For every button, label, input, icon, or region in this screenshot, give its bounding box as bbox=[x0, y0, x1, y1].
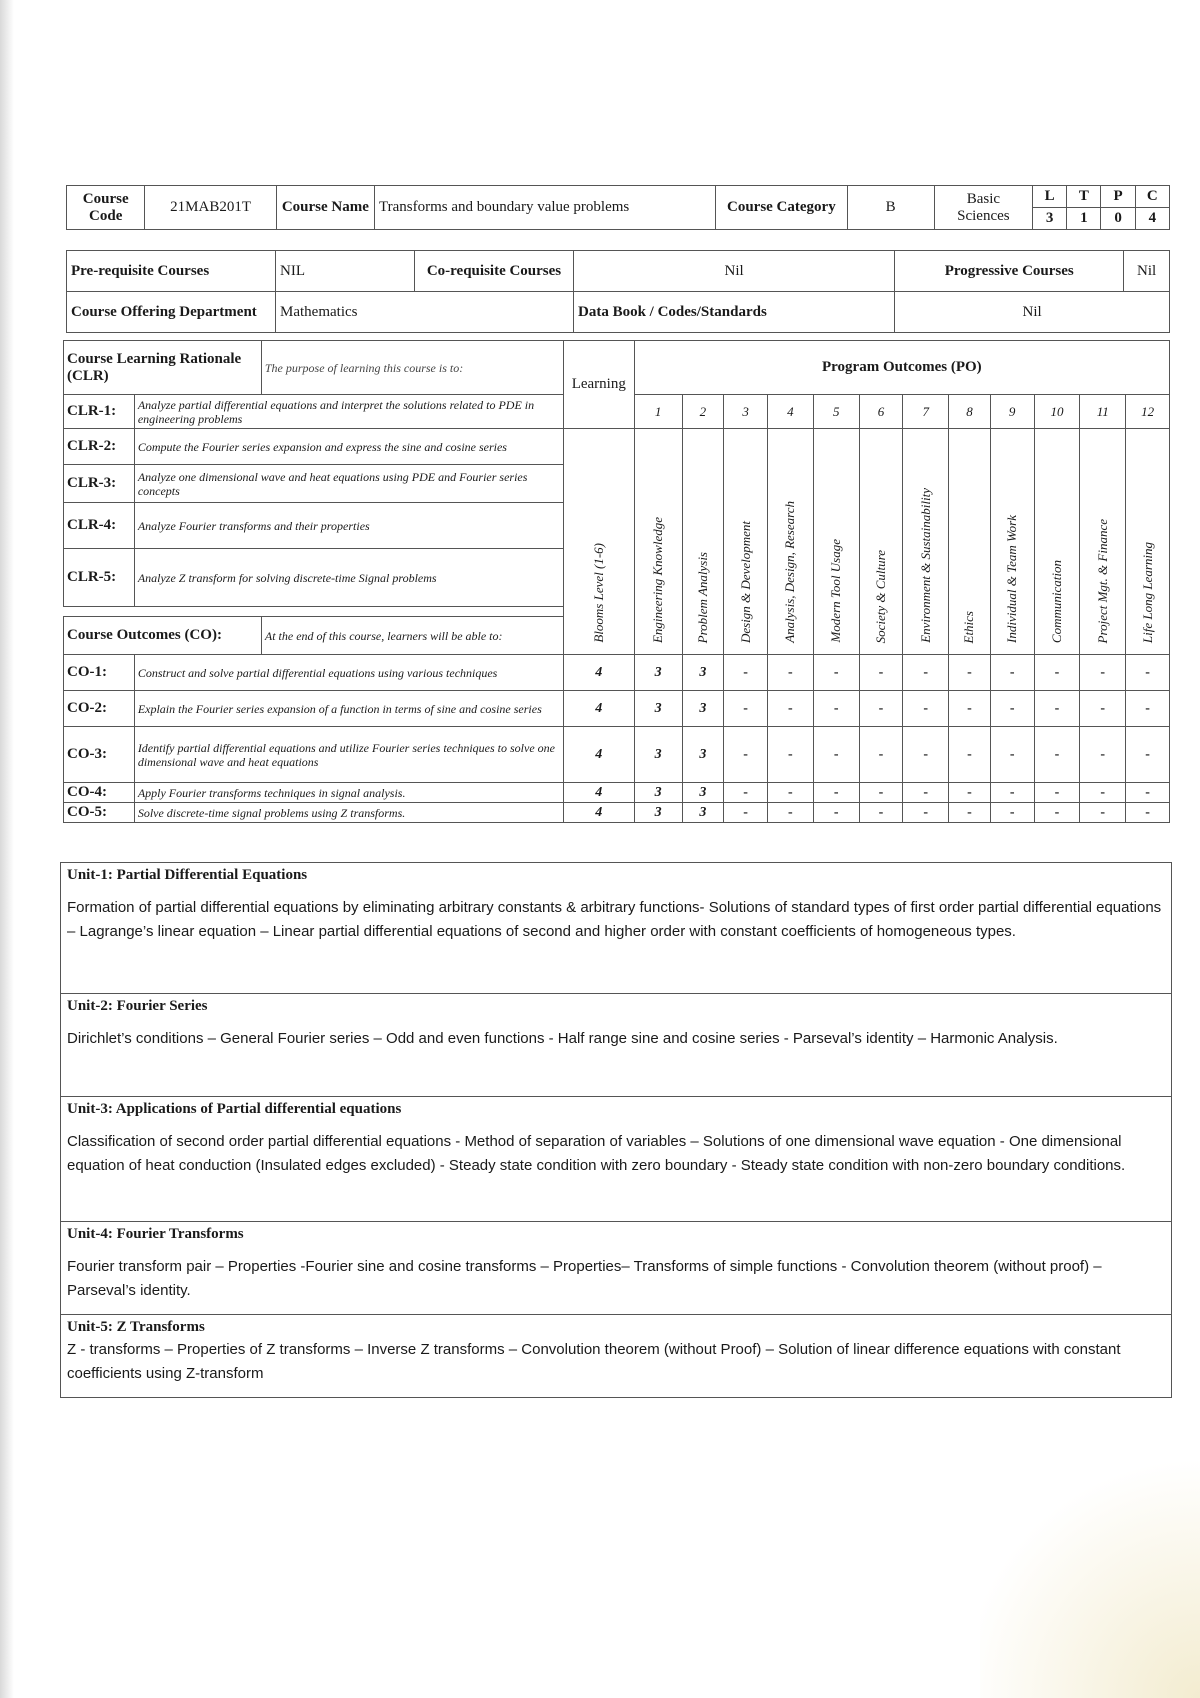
co-2-bloom: 4 bbox=[563, 691, 634, 727]
co-4-po-2: 3 bbox=[682, 783, 724, 803]
co-3-po-8: - bbox=[949, 727, 991, 783]
po-number-6: 6 bbox=[859, 395, 903, 429]
co-1-id: CO-1: bbox=[64, 655, 135, 691]
co-row bbox=[64, 691, 1170, 727]
po-name-cell-7 bbox=[903, 429, 949, 655]
co-row bbox=[64, 803, 1170, 823]
po-name-cell-3 bbox=[724, 429, 768, 655]
po-name-cell-8 bbox=[949, 429, 991, 655]
co-2-po-6: - bbox=[859, 691, 903, 727]
co-3-po-10: - bbox=[1034, 727, 1080, 783]
co-1-bloom: 4 bbox=[563, 655, 634, 691]
unit-4-body: Fourier transform pair – Properties -Fourier sine and cosine transforms – Properties– Transforms of simple functions - Convolution theorem (without proof) – Parseval’s identity. bbox=[67, 1258, 1102, 1299]
po-name-cell-11 bbox=[1080, 429, 1126, 655]
co-3-po-5: - bbox=[813, 727, 859, 783]
co-row bbox=[64, 727, 1170, 783]
outcomes-table bbox=[63, 340, 1170, 823]
po-name-6: Society & Culture bbox=[872, 549, 888, 643]
co-3-po-1: 3 bbox=[634, 727, 682, 783]
co-1-po-1: 3 bbox=[634, 655, 682, 691]
scan-edge-shadow bbox=[0, 0, 14, 1698]
co-5-id: CO-5: bbox=[64, 803, 135, 823]
co-3-po-2: 3 bbox=[682, 727, 724, 783]
clr-1-id: CLR-1: bbox=[64, 395, 135, 429]
po-title: Program Outcomes (PO) bbox=[634, 341, 1169, 395]
po-number-3: 3 bbox=[724, 395, 768, 429]
po-name-cell-2 bbox=[682, 429, 724, 655]
co-5-po-5: - bbox=[813, 803, 859, 823]
co-2-po-1: 3 bbox=[634, 691, 682, 727]
po-name-cell-1 bbox=[634, 429, 682, 655]
po-name-2: Problem Analysis bbox=[694, 551, 710, 643]
progressive-label: Progressive Courses bbox=[895, 251, 1124, 292]
co-1-po-3: - bbox=[724, 655, 768, 691]
unit-2 bbox=[61, 994, 1171, 1097]
po-number-2: 2 bbox=[682, 395, 724, 429]
databook-label: Data Book / Codes/Standards bbox=[574, 292, 895, 333]
co-3-po-11: - bbox=[1080, 727, 1126, 783]
co-5-bloom: 4 bbox=[563, 803, 634, 823]
co-3-po-9: - bbox=[990, 727, 1034, 783]
prereq-label: Pre-requisite Courses bbox=[67, 251, 276, 292]
co-5-text: Solve discrete-time signal problems using Z transforms. bbox=[134, 803, 563, 823]
course-name: Transforms and boundary value problems bbox=[375, 186, 716, 230]
co-intro: At the end of this course, learners will be able to: bbox=[261, 617, 563, 655]
clr-5-text: Analyze Z transform for solving discrete-time Signal problems bbox=[134, 549, 563, 607]
co-5-po-10: - bbox=[1034, 803, 1080, 823]
co-2-po-2: 3 bbox=[682, 691, 724, 727]
co-2-po-10: - bbox=[1034, 691, 1080, 727]
po-name-cell-6 bbox=[859, 429, 903, 655]
po-number-4: 4 bbox=[767, 395, 813, 429]
course-category: B bbox=[847, 186, 934, 230]
co-2-po-4: - bbox=[767, 691, 813, 727]
co-5-po-3: - bbox=[724, 803, 768, 823]
po-number-8: 8 bbox=[949, 395, 991, 429]
ltpc-header-c: C bbox=[1135, 186, 1169, 208]
co-2-po-7: - bbox=[903, 691, 949, 727]
co-2-text: Explain the Fourier series expansion of a function in terms of sine and cosine series bbox=[134, 691, 563, 727]
coreq-value: Nil bbox=[574, 251, 895, 292]
po-name-10: Communication bbox=[1048, 559, 1064, 643]
clr-4-text: Analyze Fourier transforms and their properties bbox=[134, 503, 563, 549]
co-5-po-1: 3 bbox=[634, 803, 682, 823]
po-number-10: 10 bbox=[1034, 395, 1080, 429]
co-2-po-12: - bbox=[1126, 691, 1170, 727]
co-1-po-5: - bbox=[813, 655, 859, 691]
po-name-1: Engineering Knowledge bbox=[650, 516, 666, 643]
co-3-bloom: 4 bbox=[563, 727, 634, 783]
co-3-po-7: - bbox=[903, 727, 949, 783]
co-title: Course Outcomes (CO): bbox=[64, 617, 262, 655]
co-4-po-3: - bbox=[724, 783, 768, 803]
unit-5-body: Z - transforms – Properties of Z transforms – Inverse Z transforms – Convolution theorem (without Proof) – Solution of linear difference equations with constant coefficients using Z-transform bbox=[67, 1341, 1121, 1382]
co-1-text: Construct and solve partial differential equations using various techniques bbox=[134, 655, 563, 691]
po-name-cell-4 bbox=[767, 429, 813, 655]
co-4-bloom: 4 bbox=[563, 783, 634, 803]
co-4-po-10: - bbox=[1034, 783, 1080, 803]
co-2-po-5: - bbox=[813, 691, 859, 727]
unit-1-body: Formation of partial differential equations by eliminating arbitrary constants & arbitrary functions- Solutions of standard types of first order partial differential equations – Lagrange’s linear equation – Linear partial differential equations of second and higher order with constant coefficients of homogeneous types. bbox=[67, 899, 1162, 940]
co-4-po-6: - bbox=[859, 783, 903, 803]
ltpc-header-p: P bbox=[1101, 186, 1135, 208]
co-4-po-8: - bbox=[949, 783, 991, 803]
co-5-po-7: - bbox=[903, 803, 949, 823]
clr-3-text: Analyze one dimensional wave and heat equations using PDE and Fourier series concepts bbox=[134, 465, 563, 503]
co-3-po-4: - bbox=[767, 727, 813, 783]
po-name-cell-10 bbox=[1034, 429, 1080, 655]
co-5-po-8: - bbox=[949, 803, 991, 823]
prereq-value: NIL bbox=[276, 251, 415, 292]
co-1-po-12: - bbox=[1126, 655, 1170, 691]
unit-3-body: Classification of second order partial differential equations - Method of separation of variables – Solutions of one dimensional wave equation - One dimensional equation of heat conduction (Insulated edges excluded) - Steady state condition with zero boundary - Steady state condition with non-zero boundary conditions. bbox=[67, 1133, 1126, 1174]
co-4-po-9: - bbox=[990, 783, 1034, 803]
unit-5-title: Unit-5: Z Transforms bbox=[67, 1319, 205, 1335]
dept-label: Course Offering Department bbox=[67, 292, 276, 333]
clr-4-id: CLR-4: bbox=[64, 503, 135, 549]
blooms-level-label: Blooms Level (1-6) bbox=[590, 543, 606, 643]
po-number-12: 12 bbox=[1126, 395, 1170, 429]
ltpc-header-l: L bbox=[1033, 186, 1067, 208]
co-5-po-9: - bbox=[990, 803, 1034, 823]
po-number-7: 7 bbox=[903, 395, 949, 429]
prerequisite-table bbox=[66, 250, 1170, 333]
co-1-po-10: - bbox=[1034, 655, 1080, 691]
blooms-level-header bbox=[563, 429, 634, 655]
co-2-po-3: - bbox=[724, 691, 768, 727]
co-1-po-9: - bbox=[990, 655, 1034, 691]
co-2-po-9: - bbox=[990, 691, 1034, 727]
co-row bbox=[64, 655, 1170, 691]
co-4-text: Apply Fourier transforms techniques in signal analysis. bbox=[134, 783, 563, 803]
po-name-4: Analysis, Design, Research bbox=[782, 501, 798, 643]
clr-purpose: The purpose of learning this course is to: bbox=[261, 341, 563, 395]
ltpc-value-t: 1 bbox=[1067, 208, 1101, 230]
co-1-po-4: - bbox=[767, 655, 813, 691]
co-2-po-8: - bbox=[949, 691, 991, 727]
category-name: Basic Sciences bbox=[934, 186, 1032, 230]
co-1-po-2: 3 bbox=[682, 655, 724, 691]
co-4-po-11: - bbox=[1080, 783, 1126, 803]
co-5-po-11: - bbox=[1080, 803, 1126, 823]
co-3-po-6: - bbox=[859, 727, 903, 783]
unit-2-title: Unit-2: Fourier Series bbox=[67, 998, 208, 1014]
po-name-11: Project Mgt. & Finance bbox=[1094, 518, 1110, 643]
co-3-po-12: - bbox=[1126, 727, 1170, 783]
co-5-po-4: - bbox=[767, 803, 813, 823]
po-name-cell-5 bbox=[813, 429, 859, 655]
co-row bbox=[64, 783, 1170, 803]
learning-label: Learning bbox=[563, 341, 634, 429]
course-category-label: Course Category bbox=[716, 186, 847, 230]
course-header-table bbox=[66, 185, 1170, 230]
unit-3-title: Unit-3: Applications of Partial differential equations bbox=[67, 1101, 402, 1117]
unit-5 bbox=[61, 1315, 1171, 1397]
co-5-po-2: 3 bbox=[682, 803, 724, 823]
po-number-5: 5 bbox=[813, 395, 859, 429]
po-name-9: Individual & Team Work bbox=[1004, 515, 1020, 643]
syllabus-units bbox=[60, 862, 1172, 1398]
coreq-label: Co-requisite Courses bbox=[415, 251, 574, 292]
po-name-cell-9 bbox=[990, 429, 1034, 655]
co-1-po-6: - bbox=[859, 655, 903, 691]
clr-title: Course Learning Rationale (CLR) bbox=[64, 341, 262, 395]
unit-3 bbox=[61, 1097, 1171, 1222]
clr-2-id: CLR-2: bbox=[64, 429, 135, 465]
ltpc-value-c: 4 bbox=[1135, 208, 1169, 230]
ltpc-value-l: 3 bbox=[1033, 208, 1067, 230]
co-1-po-7: - bbox=[903, 655, 949, 691]
course-code: 21MAB201T bbox=[145, 186, 276, 230]
clr-3-id: CLR-3: bbox=[64, 465, 135, 503]
scan-corner-stain bbox=[980, 1438, 1200, 1698]
po-name-8: Ethics bbox=[961, 610, 977, 643]
po-name-cell-12 bbox=[1126, 429, 1170, 655]
course-name-label: Course Name bbox=[276, 186, 374, 230]
unit-1-title: Unit-1: Partial Differential Equations bbox=[67, 867, 308, 883]
clr-2-text: Compute the Fourier series expansion and express the sine and cosine series bbox=[134, 429, 563, 465]
unit-2-body: Dirichlet’s conditions – General Fourier series – Odd and even functions - Half range sine and cosine series - Parseval’s identity – Harmonic Analysis. bbox=[67, 1030, 1058, 1047]
co-3-text: Identify partial differential equations and utilize Fourier series techniques to solve one dimensional wave and heat equations bbox=[134, 727, 563, 783]
co-4-po-1: 3 bbox=[634, 783, 682, 803]
co-2-po-11: - bbox=[1080, 691, 1126, 727]
databook-value: Nil bbox=[895, 292, 1170, 333]
co-1-po-11: - bbox=[1080, 655, 1126, 691]
co-3-id: CO-3: bbox=[64, 727, 135, 783]
co-2-id: CO-2: bbox=[64, 691, 135, 727]
clr-spacer bbox=[64, 607, 564, 617]
co-3-po-3: - bbox=[724, 727, 768, 783]
po-number-11: 11 bbox=[1080, 395, 1126, 429]
course-code-label: Course Code bbox=[67, 186, 145, 230]
po-name-12: Life Long Learning bbox=[1139, 541, 1155, 643]
co-4-po-7: - bbox=[903, 783, 949, 803]
unit-1 bbox=[61, 863, 1171, 994]
ltpc-value-p: 0 bbox=[1101, 208, 1135, 230]
co-5-po-6: - bbox=[859, 803, 903, 823]
unit-4-title: Unit-4: Fourier Transforms bbox=[67, 1226, 244, 1242]
po-name-5: Modern Tool Usage bbox=[828, 539, 844, 643]
co-4-id: CO-4: bbox=[64, 783, 135, 803]
po-number-9: 9 bbox=[990, 395, 1034, 429]
clr-1-text: Analyze partial differential equations and interpret the solutions related to PDE in engineering problems bbox=[134, 395, 563, 429]
po-name-3: Design & Development bbox=[737, 520, 753, 643]
co-4-po-4: - bbox=[767, 783, 813, 803]
po-number-1: 1 bbox=[634, 395, 682, 429]
co-1-po-8: - bbox=[949, 655, 991, 691]
co-5-po-12: - bbox=[1126, 803, 1170, 823]
co-4-po-12: - bbox=[1126, 783, 1170, 803]
progressive-value: Nil bbox=[1124, 251, 1170, 292]
clr-5-id: CLR-5: bbox=[64, 549, 135, 607]
co-4-po-5: - bbox=[813, 783, 859, 803]
po-name-7: Environment & Sustainability bbox=[917, 488, 933, 643]
dept-value: Mathematics bbox=[276, 292, 574, 333]
ltpc-header-t: T bbox=[1067, 186, 1101, 208]
unit-4 bbox=[61, 1222, 1171, 1315]
